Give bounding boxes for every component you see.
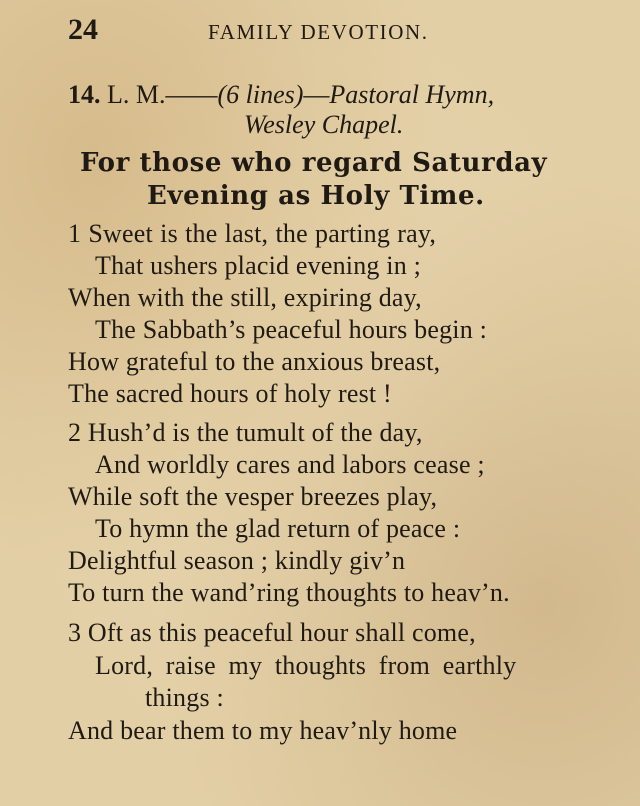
verse-line: 1 Sweet is the last, the parting ray, (68, 219, 437, 248)
page-number: 24 (68, 13, 98, 46)
verse-line: Delightful season ; kindly giv’n (68, 546, 406, 575)
tune-name-second: Wesley Chapel. (244, 110, 404, 139)
verse-line: When with the still, expiring day, (68, 283, 422, 312)
meta-separator: — (303, 80, 330, 109)
hymn-number: 14. (68, 80, 101, 109)
verse-line: To hymn the glad return of peace : (95, 514, 461, 543)
verse-line: Lord, raise my thoughts from earthly (95, 651, 517, 680)
hymn-meta (68, 82, 494, 108)
verse-line: How grateful to the anxious breast, (68, 347, 441, 376)
verse-line: To turn the wand’ring thoughts to heav’n. (68, 578, 510, 607)
hymn-title-line-1: For those who regard Saturday (80, 148, 548, 178)
lines-note: (6 lines) (217, 80, 304, 109)
verse-line: That ushers placid evening in ; (95, 251, 422, 280)
verse-line: The sacred hours of holy rest ! (68, 379, 392, 408)
verse-line: 2 Hush’d is the tumult of the day, (68, 418, 423, 447)
verse-line: And worldly cares and labors cease ; (95, 450, 485, 479)
verse-line: things : (145, 683, 224, 712)
running-head: FAMILY DEVOTION. (208, 20, 429, 44)
hymn-meter: L. M. (107, 80, 166, 109)
verse-line: And bear them to my heav’nly home (68, 716, 458, 745)
hymn-title-line-2: Evening as Holy Time. (147, 181, 485, 211)
verse-line: 3 Oft as this peaceful hour shall come, (68, 618, 476, 647)
verse-line: The Sabbath’s peaceful hours begin : (95, 315, 488, 344)
verse-line: While soft the vesper breezes play, (68, 482, 438, 511)
tune-name: Pastoral Hymn, (329, 80, 495, 109)
meter-dash: —— (165, 80, 218, 109)
